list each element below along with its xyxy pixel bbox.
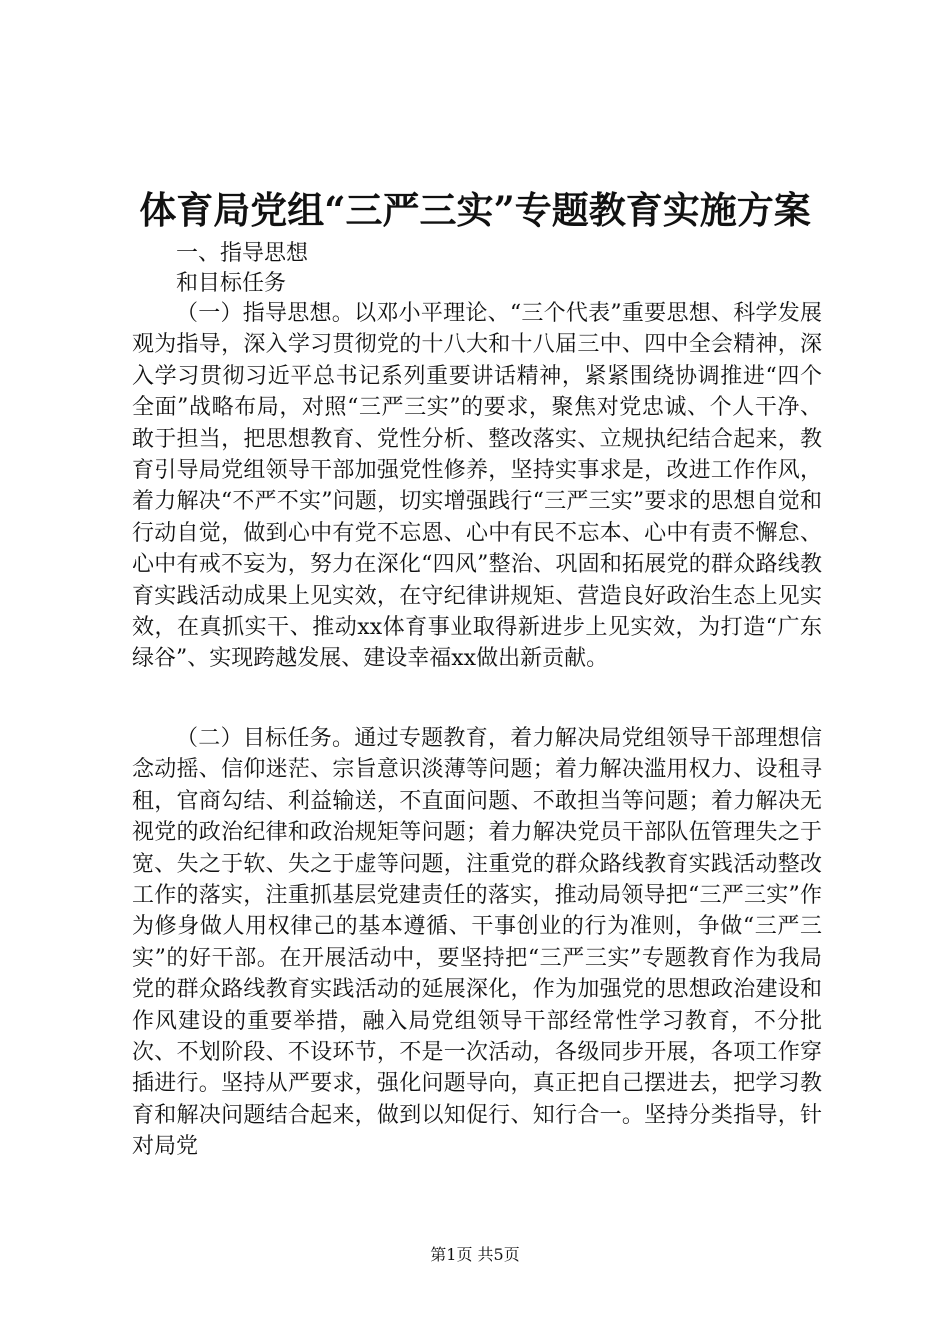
section-heading-goals-tasks: 和目标任务	[176, 271, 287, 296]
document-title: 体育局党组“三严三实”专题教育实施方案	[139, 188, 811, 232]
paragraph-guiding-thought: （一）指导思想。以邓小平理论、“三个代表”重要思想、科学发展观为指导，深入学习贯彻党的十八大和十八届三中、四中全会精神，深入学习贯彻习近平总书记系列重要讲话精神，紧紧围绕协调推进“四个全面”战略布局，对照“三严三实”的要求，聚焦对党忠诚、个人干净、敢于担当，把思想教育、党性分析、整改落实、立规执纪结合起来，教育引导局党组领导干部加强党性修养，坚持实事求是，改进工作作风，着力解决“不严不实”问题，切实增强践行“三严三实”要求的思想自觉和行动自觉，做到心中有党不忘恩、心中有民不忘本、心中有责不懈怠、心中有戒不妄为，努力在深化“四风”整治、巩固和拓展党的群众路线教育实践活动成果上见实效，在守纪律讲规矩、营造良好政治生态上见实效，在真抓实干、推动xx体育事业取得新进步上见实效，为打造“广东绿谷”、实现跨越发展、建设幸福xx做出新贡献。	[132, 301, 822, 672]
page-number-footer: 第1页 共5页	[430, 1245, 520, 1264]
section-heading-guiding-thought: 一、指导思想	[176, 241, 309, 266]
paragraph-goals-tasks: （二）目标任务。通过专题教育，着力解决局党组领导干部理想信念动摇、信仰迷茫、宗旨意识淡薄等问题；着力解决滥用权力、设租寻租，官商勾结、利益输送，不直面问题、不敢担当等问题；着力解决无视党的政治纪律和政治规矩等问题；着力解决党员干部队伍管理失之于宽、失之于软、失之于虚等问题，注重党的群众路线教育实践活动整改工作的落实，注重抓基层党建责任的落实，推动局领导把“三严三实”作为修身做人用权律己的基本遵循、干事创业的行为准则，争做“三严三实”的好干部。在开展活动中，要坚持把“三严三实”专题教育作为我局党的群众路线教育实践活动的延展深化，作为加强党的思想政治建设和作风建设的重要举措，融入局党组领导干部经常性学习教育，不分批次、不划阶段、不设环节，不是一次活动，各级同步开展，各项工作穿插进行。坚持从严要求，强化问题导向，真正把自己摆进去，把学习教育和解决问题结合起来，做到以知促行、知行合一。坚持分类指导，针对局党	[132, 726, 822, 1160]
